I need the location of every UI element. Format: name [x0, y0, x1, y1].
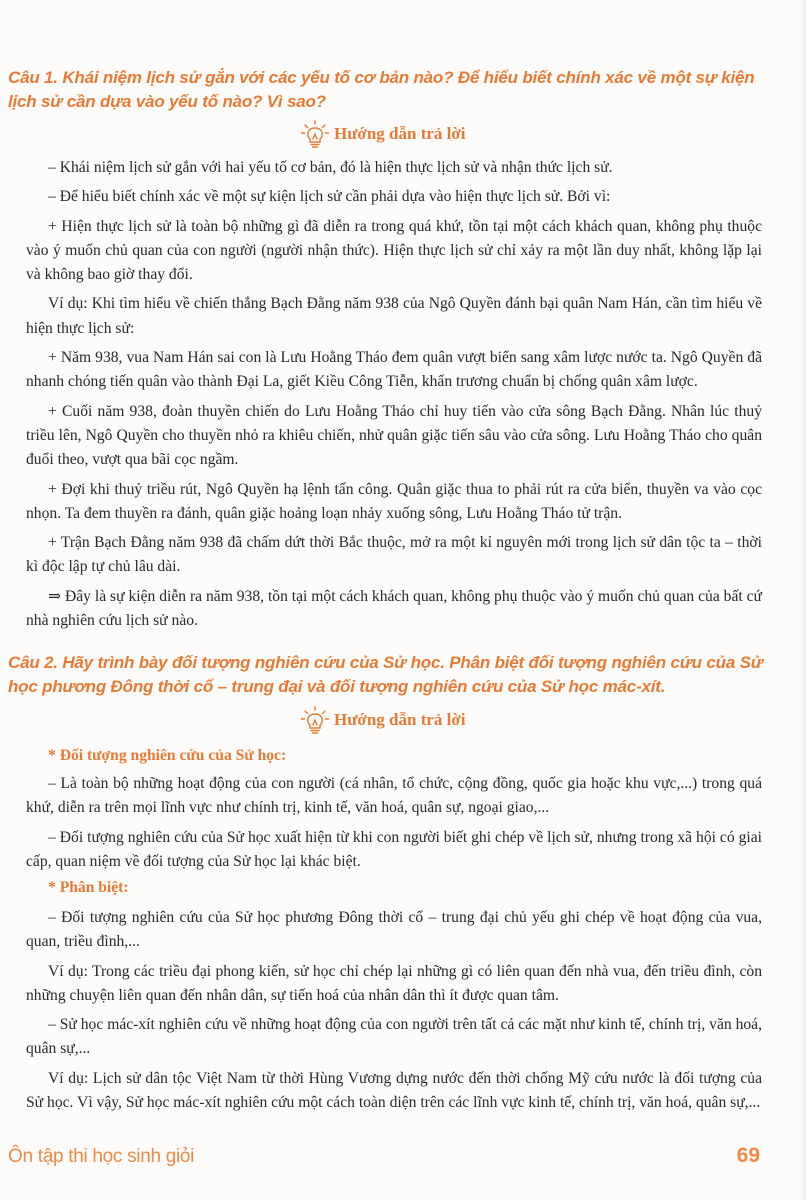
paragraph: – Khái niệm lịch sử gắn với hai yếu tố cơ bản, đó là hiện thực lịch sử và nhận thức lịch sử.: [48, 159, 613, 176]
paragraph: + Trận Bạch Đằng năm 938 đã chấm dứt thời Bắc thuộc, mở ra một kỉ nguyên mới trong lịch sử dân tộc ta – thời kì độc lập tự chủ lâu dài.: [26, 534, 762, 576]
hint-heading-2: [300, 706, 466, 734]
paragraph: + Năm 938, vua Nam Hán sai con là Lưu Hoằng Tháo đem quân vượt biển sang xâm lược nước ta. Ngô Quyền đã nhanh chóng tiến quân vào thành Đại La, giết Kiều Công Tiễn, khẩn trương chuẩn bị chống quân xâm lược.: [26, 349, 762, 391]
question-1-title: Câu 1. Khái niệm lịch sử gắn với các yếu tố cơ bản nào? Để hiểu biết chính xác về một sự kiện lịch sử cần dựa vào yếu tố nào? Vì sao?: [8, 68, 755, 111]
lightbulb-icon: [300, 706, 330, 734]
hint-label-1: Hướng dẫn trả lời: [334, 124, 466, 143]
paragraph: + Cuối năm 938, đoàn thuyền chiến do Lưu Hoằng Tháo chỉ huy tiến vào cửa sông Bạch Đằng. Nhân lúc thuỷ triều lên, Ngô Quyền cho thuyền nhỏ ra khiêu chiến, nhử quân giặc tiến sâu vào cửa sông. Lưu Hoằng Tháo cho quân đuổi theo, vượt qua bãi cọc ngầm.: [26, 402, 762, 469]
paragraph: Ví dụ: Khi tìm hiểu về chiến thắng Bạch Đằng năm 938 của Ngô Quyền đánh bại quân Nam Hán, cần tìm hiểu về hiện thực lịch sử:: [26, 295, 762, 337]
page-number: 69: [736, 1144, 760, 1167]
hint-heading-1: [300, 120, 466, 148]
paragraph: – Đối tượng nghiên cứu của Sử học xuất hiện từ khi con người biết ghi chép về lịch sử, nhưng trong xã hội có giai cấp, quan niệm về đối tượng của Sử học lại khác biệt.: [26, 828, 762, 870]
paragraph: – Để hiểu biết chính xác về một sự kiện lịch sử cần phải dựa vào hiện thực lịch sử. Bởi vì:: [48, 188, 611, 206]
hint-label-2: Hướng dẫn trả lời: [334, 710, 466, 729]
paragraph: + Đợi khi thuỷ triều rút, Ngô Quyền hạ lệnh tấn công. Quân giặc thua to phải rút ra cửa biển, thuyền va vào cọc nhọn. Ta đem thuyền ra đánh, quân giặc hoảng loạn nhảy xuống sông, Lưu Hoằng Tháo tử trận.: [26, 480, 762, 522]
paragraph: Ví dụ: Lịch sử dân tộc Việt Nam từ thời Hùng Vương dựng nước đến thời chống Mỹ cứu nước là đối tượng của Sử học. Vì vậy, Sử học mác-xít nghiên cứu một cách toàn diện trên các lĩnh vực kinh tế, chính trị, văn hoá, quân sự,...: [26, 1069, 762, 1112]
question-2-title: Câu 2. Hãy trình bày đối tượng nghiên cứu của Sử học. Phân biệt đối tượng nghiên cứu của Sử học phương Đông thời cổ – trung đại và đối tượng nghiên cứu của Sử học mác-xít.: [8, 653, 763, 696]
answer-2-section-2: [26, 906, 762, 1120]
subheading-research-object: * Đối tượng nghiên cứu của Sử học:: [48, 747, 287, 764]
paragraph: ⇒ Đây là sự kiện diễn ra năm 938, tồn tại một cách khách quan, không phụ thuộc vào ý muốn chủ quan của bất cứ nhà nghiên cứu lịch sử nào.: [26, 587, 762, 630]
page-edge: [800, 0, 806, 1200]
book-title: Ôn tập thi học sinh giỏi: [8, 1146, 195, 1167]
paragraph: – Sử học mác-xít nghiên cứu về những hoạt động của con người trên tất cả các mặt như kinh tế, chính trị, văn hoá, quân sự,...: [26, 1016, 762, 1058]
paragraph: + Hiện thực lịch sử là toàn bộ những gì đã diễn ra trong quá khứ, tồn tại một cách khách quan, không phụ thuộc vào ý muốn chủ quan của con người (người nhận thức). Hiện thực lịch sử chỉ xảy ra một lần duy nhất, không lặp lại và không bao giờ thay đổi.: [26, 217, 762, 284]
answer-1: [26, 156, 762, 638]
answer-2-section-1: [26, 772, 762, 879]
paragraph: – Đối tượng nghiên cứu của Sử học phương Đông thời cổ – trung đại chủ yếu ghi chép về hoạt động của vua, quan, triều đình,...: [26, 909, 762, 951]
paragraph: Ví dụ: Trong các triều đại phong kiến, sử học chỉ chép lại những gì có liên quan đến nhà vua, đến triều đình, còn những chuyện liên quan đến nhân dân, sự tiến hoá của nhân dân thì ít được quan tâm.: [26, 962, 762, 1004]
lightbulb-icon: [300, 120, 330, 148]
subheading-distinguish: * Phân biệt:: [48, 879, 129, 896]
paragraph: – Là toàn bộ những hoạt động của con người (cá nhân, tổ chức, cộng đồng, quốc gia hoặc khu vực,...) trong quá khứ, diễn ra trên mọi lĩnh vực như chính trị, kinh tế, văn hoá, quân sự, ngoại giao,...: [26, 775, 762, 817]
